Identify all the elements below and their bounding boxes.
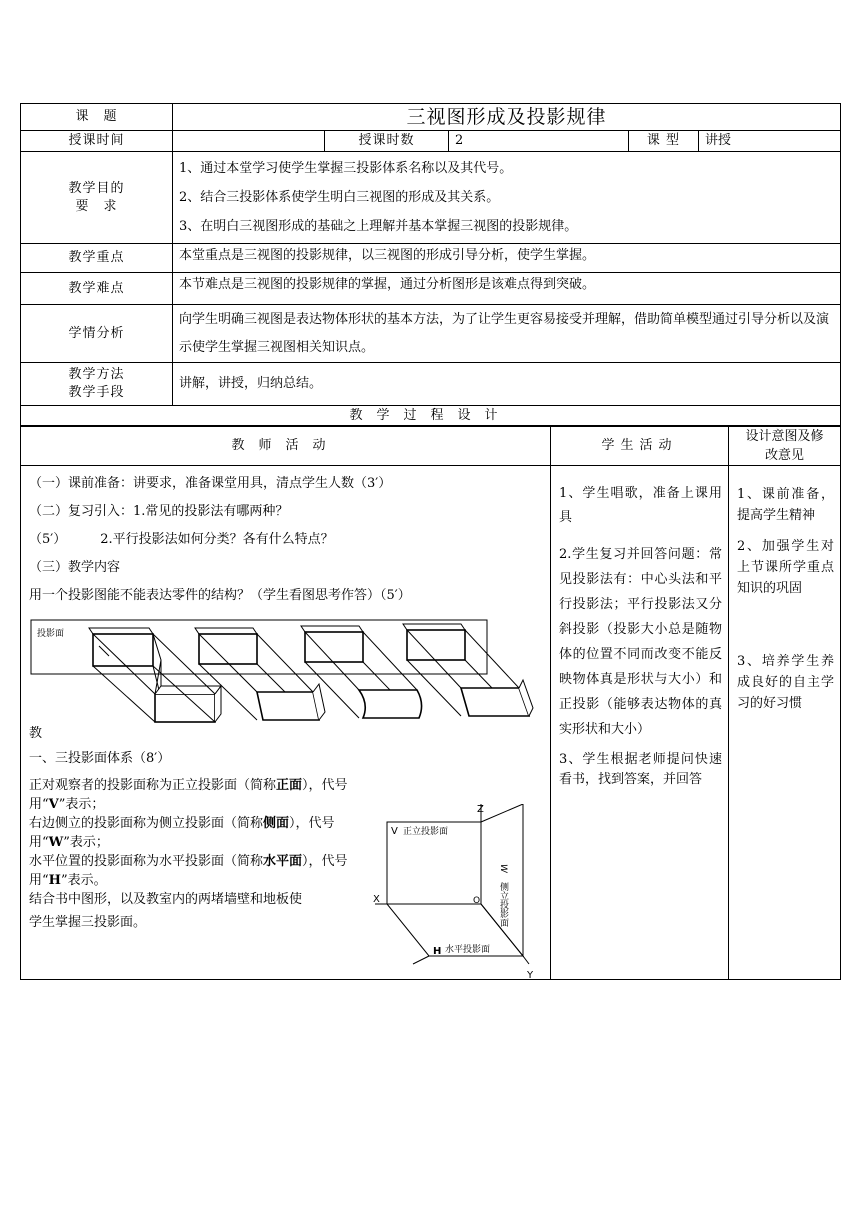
student-item: 3、学生根据老师提问快速看书，找到答案，并回答 — [559, 752, 722, 787]
time-note: （5′） — [29, 532, 67, 547]
v-plane-text: 正立投影面 — [403, 827, 449, 837]
difficulty-label: 教学难点 — [21, 273, 173, 305]
analysis-text: 向学生明确三视图是表达物体形状的基本方法，为了让学生更容易接受并理解，借助简单模型通过引导分析以及演示使学生掌握三视图相关知识点。 — [173, 305, 841, 363]
course-label: 课 题 — [21, 104, 173, 131]
hours-label: 授课时数 — [325, 131, 449, 152]
h-label: H — [433, 946, 442, 957]
h-plane-definition: 水平位置的投影面称为水平投影面（简称水平面），代号用“H”表示。 — [29, 854, 348, 888]
teacher-paragraph: （三）教学内容 — [29, 560, 121, 575]
projection-figure — [29, 616, 539, 726]
header-table — [20, 103, 841, 426]
process-table — [20, 426, 841, 980]
time-label: 授课时间 — [21, 131, 173, 152]
design-heading — [729, 427, 841, 466]
question-text: 2.平行投影法如何分类？各有什么特点？ — [100, 532, 334, 547]
teacher-heading: 教师活动 — [21, 427, 551, 466]
teacher-paragraph: 结合书中图形，以及教室内的两堵墙壁和地板使 — [29, 892, 303, 907]
analysis-label: 学情分析 — [21, 305, 173, 363]
teacher-paragraph: （二）复习引入：1.常见的投影法有哪两种？ — [29, 504, 289, 519]
goal-item: 1、通过本堂学习使学生掌握三投影体系名称以及其代号。 — [179, 161, 513, 176]
w-plane-definition: 右边侧立的投影面称为侧立投影面（简称侧面），代号用“W”表示； — [29, 816, 335, 850]
design-intent — [729, 466, 841, 980]
method-text: 讲解，讲授，归纳总结。 — [173, 363, 841, 406]
y-axis — [523, 956, 529, 964]
goals-list — [173, 152, 841, 244]
goals-label — [21, 152, 173, 244]
goal-item: 2、结合三投影体系使学生明白三视图的形成及其关系。 — [179, 190, 500, 205]
teacher-activity — [21, 466, 551, 980]
x-label: X — [373, 894, 380, 905]
hours-value: 2 — [449, 131, 629, 152]
time-value — [173, 131, 325, 152]
teacher-paragraph — [29, 526, 542, 554]
method-label-line1: 教学方法 — [68, 367, 125, 382]
type-value: 讲授 — [699, 131, 841, 152]
key-point-text: 本堂重点是三视图的投影规律，以三视图的形成引导分析，使学生掌握。 — [173, 244, 841, 273]
student-item: 2.学生复习并回答问题：常见投影法有：中心头法和平行投影法；平行投影法又分斜投影（投影大小总是随物体的位置不同而改变不能反映物体真是形状与大小）和正投影（能够表达物体的真实形状和大小） — [559, 547, 722, 737]
design-item: 1、课前准备，提高学生精神 — [737, 487, 834, 523]
difficulty-text: 本节难点是三视图的投影规律的掌握，通过分析图形是该难点得到突破。 — [173, 273, 841, 305]
figure-label: 投影面 — [37, 629, 65, 639]
method-label — [21, 363, 173, 406]
teacher-paragraph: （一）课前准备：讲要求，准备课堂用具，清点学生人数（3′） — [29, 476, 392, 491]
student-activity — [551, 466, 729, 980]
z-label: Z — [477, 804, 484, 815]
three-plane-figure — [373, 804, 543, 979]
h-plane-text: 水平投影面 — [445, 945, 491, 955]
teacher-paragraph: 用一个投影图能不能表达零件的结构？（学生看图思考作答）（5′） — [29, 588, 411, 603]
plane-definitions — [29, 776, 359, 937]
design-heading-line1: 设计意图及修 — [745, 429, 824, 444]
w-plane — [481, 804, 523, 956]
v-plane-definition: 正对观察者的投影面称为正立投影面（简称正面），代号用“V”表示； — [29, 778, 348, 812]
design-heading-line2: 改意见 — [764, 448, 804, 463]
v-label: V — [391, 826, 398, 837]
goals-label-line2: 要 求 — [75, 198, 118, 214]
key-point-label: 教学重点 — [21, 244, 173, 273]
goals-label-line1: 教学目的 — [68, 180, 125, 196]
student-heading: 学生活动 — [551, 427, 729, 466]
method-label-line2: 教学手段 — [68, 385, 125, 400]
stray-char: 教 — [29, 726, 43, 741]
lesson-plan — [20, 103, 840, 980]
teacher-paragraph: 一、三投影面体系（8′） — [29, 751, 171, 766]
course-title: 三视图形成及投影规律 — [173, 104, 841, 131]
process-heading: 教学过程设计 — [21, 406, 841, 426]
type-label: 课 型 — [629, 131, 699, 152]
student-item: 1、学生唱歌，准备上课用具 — [559, 486, 722, 525]
w-plane-text: 侧立投影面 — [498, 882, 508, 927]
design-item: 3、培养学生养成良好的自主学习的好习惯 — [737, 654, 834, 711]
goal-item: 3、在明白三视图形成的基础之上理解并基本掌握三视图的投影规律。 — [179, 219, 578, 234]
projection-group — [403, 624, 533, 716]
y-label: Y — [527, 970, 534, 979]
teacher-paragraph: 学生掌握三投影面。 — [29, 915, 147, 930]
w-label: W — [498, 864, 508, 873]
o-label: O — [473, 896, 481, 906]
design-item: 2、加强学生对上节课所学重点知识的巩固 — [737, 539, 834, 596]
